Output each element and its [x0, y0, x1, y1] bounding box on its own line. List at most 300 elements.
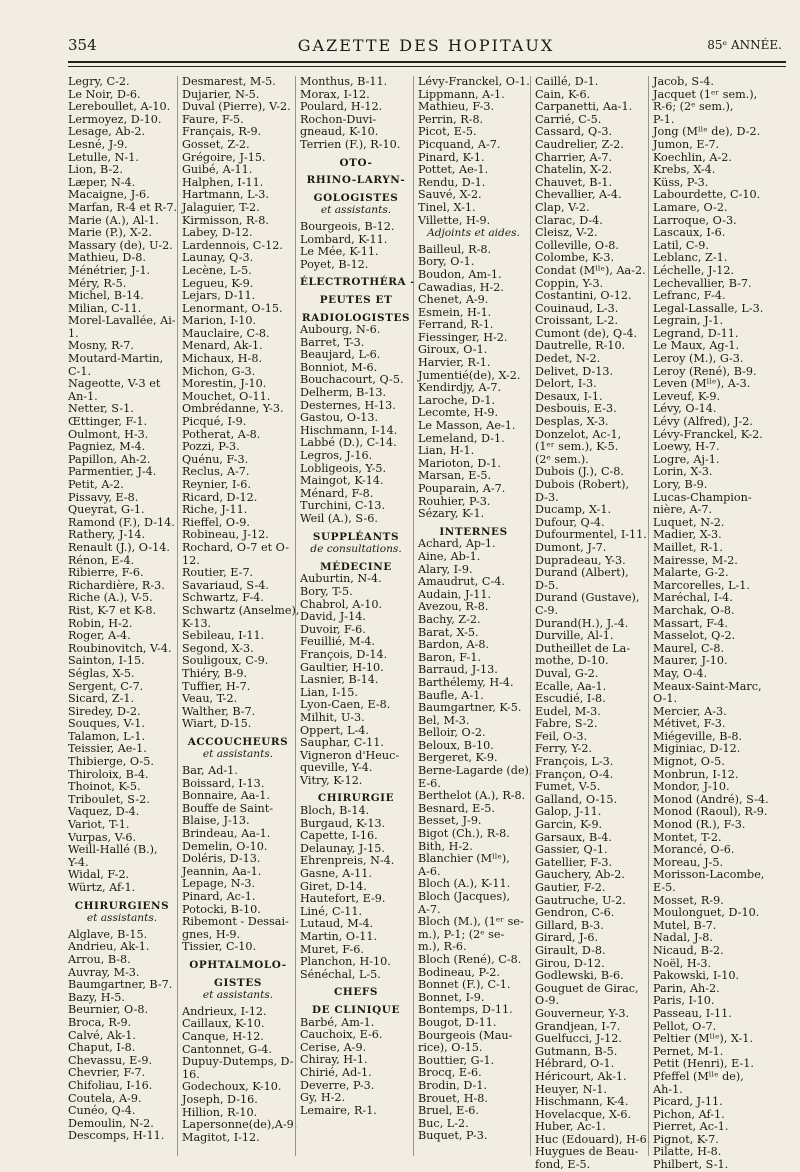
directory-entry: Cerise, A-9.	[300, 1040, 367, 1054]
directory-entry: Barbé, Am-1.	[300, 1015, 375, 1029]
directory-entry: Dupradeau, Y-3.	[535, 553, 626, 567]
directory-entry: Logre, Aj-1.	[653, 452, 720, 466]
directory-entry: Boissard, I-13.	[182, 776, 265, 790]
directory-entry: Vitry, K-12.	[300, 773, 363, 787]
directory-entry: Cassard, Q-3.	[535, 125, 613, 139]
directory-entry: Grandjean, I-7.	[535, 1019, 621, 1033]
section-heading: OPHTALMOLO-	[189, 958, 287, 971]
page-header	[68, 34, 784, 60]
directory-entry: Coutela, A-9.	[68, 1091, 142, 1105]
directory-entry: Chenet, A-9.	[418, 293, 489, 307]
directory-entry: Gassier, Q-1.	[535, 843, 608, 857]
directory-entry: Girou, D-12.	[535, 956, 605, 970]
directory-entry: 1.	[68, 326, 79, 340]
directory-entry: Gouverneur, Y-3.	[535, 1006, 630, 1020]
directory-entry: Cawadias, H-2.	[418, 280, 504, 294]
directory-entry: Sénéchal, L-5.	[300, 967, 381, 981]
directory-entry: Chevallier, A-4.	[535, 188, 622, 202]
directory-entry: May, O-4.	[653, 666, 708, 680]
directory-entry: rice), O-15.	[418, 1041, 483, 1055]
directory-entry: Morel-Lavallée, Ai-	[68, 314, 176, 328]
directory-entry: Sergent, C-7.	[68, 679, 144, 693]
directory-entry: Aine, Ab-1.	[418, 549, 481, 563]
directory-entry: Routier, E-7.	[182, 566, 254, 580]
directory-entry: Massary (de), U-2.	[68, 238, 173, 252]
directory-entry: Bouttier, G-1.	[418, 1053, 495, 1067]
directory-entry: Lenormant, O-15.	[182, 301, 283, 315]
directory-entry: Riche (A.), V-5.	[68, 591, 153, 605]
directory-entry: Clap, V-2.	[535, 200, 590, 214]
directory-entry: Sauvé, X-2.	[418, 188, 482, 202]
directory-entry: Œttinger, F-1.	[68, 415, 148, 429]
directory-entry: C-9.	[535, 603, 559, 617]
directory-entry: Sicard, Z-1.	[68, 692, 135, 706]
directory-entry: Dumont, J-7.	[535, 540, 607, 554]
directory-entry: Bloch (A.), K-11.	[418, 877, 511, 891]
directory-entry: Godlewski, B-6.	[535, 969, 624, 983]
directory-entry: Gasne, A-11.	[300, 867, 372, 881]
directory-entry: François, L-3.	[535, 755, 614, 769]
directory-entry: Bloch, B-14.	[300, 804, 370, 818]
directory-entry: Baufle, A-1.	[418, 688, 484, 702]
directory-entry: Chirié, Ad-1.	[300, 1065, 372, 1079]
directory-entry: Delherm, B-13.	[300, 386, 387, 400]
directory-entry: Oppert, L-4.	[300, 723, 369, 737]
directory-entry: P-1.	[653, 112, 675, 126]
directory-entry: Maurer, J-10.	[653, 654, 728, 668]
directory-entry: m.), R-6.	[418, 940, 467, 954]
section-heading: CHIRURGIE	[317, 792, 395, 805]
directory-entry: Barat, X-5.	[418, 625, 479, 639]
directory-entry: Papillon, Ah-2.	[68, 452, 151, 466]
directory-entry: Barthélemy, H-4.	[418, 675, 514, 689]
directory-entry: Bloch (M.), (1ᵉʳ se-	[418, 915, 524, 929]
directory-entry: R-6; (2ᵉ sem.),	[653, 100, 734, 114]
directory-entry: Mosny, R-7.	[68, 339, 134, 353]
directory-entry: Rouhier, P-3.	[418, 494, 491, 508]
directory-entry: Miginiac, D-12.	[653, 742, 741, 756]
directory-entry: Parmentier, J-4.	[68, 465, 157, 479]
directory-entry: Krebs, X-4.	[653, 163, 716, 177]
directory-entry: Costantini, O-12.	[535, 289, 632, 303]
directory-entry: Ducamp, X-1.	[535, 503, 612, 517]
directory-entry: Desaux, I-1.	[535, 389, 603, 403]
directory-entry: Huber, Ac-1.	[535, 1120, 606, 1134]
year-label: 85ᵉ ANNÉE.	[707, 38, 782, 52]
directory-entry: Belloir, O-2.	[418, 726, 486, 740]
directory-entry: Netter, S-1.	[68, 402, 134, 416]
directory-entry: Durand(H.), J.-4.	[535, 616, 629, 630]
directory-entry: Marfan, R-4 et R-7.	[68, 200, 178, 214]
directory-entry: Ah-1.	[653, 1082, 683, 1096]
directory-entry: Walther, B-7.	[182, 704, 256, 718]
directory-entry: Garcin, K-9.	[535, 818, 603, 832]
directory-entry: Schwartz (Anselme),	[182, 603, 300, 617]
section-heading: RADIOLOGISTES	[301, 311, 411, 324]
directory-entry: Bergeret, K-9.	[418, 751, 498, 765]
directory-entry: Durand (Gustave),	[535, 591, 640, 605]
directory-entry: Widal, F-2.	[68, 868, 130, 882]
directory-entry: Mathieu, D-8.	[68, 251, 146, 265]
directory-entry: Bouffe de Saint-	[182, 801, 274, 815]
directory-entry: David, J-14.	[300, 610, 366, 624]
directory-entry: Lapersonne(de),A-9.	[182, 1118, 298, 1132]
directory-entry: Garsaux, B-4.	[535, 830, 612, 844]
section-heading: CHIRURGIENS	[74, 899, 170, 912]
directory-entry: Delort, I-3.	[535, 377, 597, 391]
directory-entry: Hischmann, K-4.	[535, 1095, 629, 1109]
directory-entry: Weill-Hallé (B.),	[68, 843, 158, 857]
directory-entry: Mairesse, M-2.	[653, 553, 738, 567]
directory-entry: Fiessinger, H-2.	[418, 330, 508, 344]
directory-entry: Le Noir, D-6.	[68, 87, 141, 101]
directory-entry: Lion, B-2.	[68, 163, 123, 177]
directory-entry: Küss, P-3.	[653, 175, 709, 189]
directory-entry: Maréchal, I-4.	[653, 591, 733, 605]
directory-entry: 16.	[182, 1067, 200, 1081]
directory-entry: Auburtin, N-4.	[300, 572, 382, 586]
directory-entry: Monod (André), S-4.	[653, 792, 769, 806]
directory-entry: Monthus, B-11.	[300, 75, 388, 88]
directory-entry: Lian, I-15.	[300, 685, 358, 699]
section-heading: GISTES	[214, 976, 262, 989]
directory-entry: Bazy, H-5.	[68, 990, 125, 1004]
directory-entry: Potherat, A-8.	[182, 427, 261, 441]
directory-entry: Læper, N-4.	[68, 175, 136, 189]
directory-entry: Donzelot, Ac-1,	[535, 427, 622, 441]
directory-entry: Rendu, D-1.	[418, 175, 486, 189]
directory-entry: Veau, T-2.	[182, 692, 238, 706]
directory-entry: Besnard, E-5.	[418, 801, 495, 815]
directory-entry: Le Mée, K-11.	[300, 245, 379, 259]
directory-entry: Bodineau, P-2.	[418, 965, 500, 979]
directory-entry: Dubois (Robert),	[535, 478, 630, 491]
directory-entry: Dufour, Q-4.	[535, 515, 605, 529]
directory-entry: A-6.	[418, 864, 441, 878]
directory-entry: Quénu, F-3.	[182, 452, 249, 466]
section-subheading: de consultations.	[310, 543, 402, 556]
directory-entry: Pellot, O-7.	[653, 1019, 717, 1033]
directory-entry: Petit (Henri), E-1.	[653, 1057, 754, 1071]
directory-entry: Eudel, M-3.	[535, 704, 601, 718]
directory-entry: Bonnet (F.), C-1.	[418, 978, 511, 992]
directory-entry: Bith, H-2.	[418, 839, 473, 853]
directory-entry: Feil, O-3.	[535, 729, 588, 743]
directory-entry: O-1.	[653, 692, 678, 706]
directory-entry: Picquand, A-7.	[418, 137, 501, 151]
directory-entry: Mathieu, F-3.	[418, 100, 495, 114]
directory-entry: Rénon, E-4.	[68, 553, 135, 567]
directory-entry: Reclus, A-7.	[182, 465, 250, 479]
directory-entry: Pignot, K-7.	[653, 1132, 719, 1146]
directory-entry: Queyrat, G-1.	[68, 503, 145, 517]
directory-entry: Talamon, L-1.	[68, 729, 146, 743]
directory-entry: Tuffier, H-7.	[182, 679, 251, 693]
directory-entry: Gautruche, U-2.	[535, 893, 626, 907]
directory-entry: Jacquet (1ᵉʳ sem.),	[653, 87, 758, 101]
directory-entry: Harvier, R-1.	[418, 356, 491, 370]
directory-entry: Blanchier (Mˡˡᵉ),	[418, 852, 510, 866]
directory-entry: Picot, E-5.	[418, 125, 477, 139]
directory-entry: Kendirdjy, A-7.	[418, 381, 502, 395]
directory-entry: Lévy-Franckel, K-2.	[653, 427, 763, 441]
directory-entry: Ramond (F.), D-14.	[68, 515, 175, 529]
directory-entry: François, D-14.	[300, 647, 388, 661]
directory-entry: Le Maux, Ag-1.	[653, 339, 740, 353]
directory-entry: Gendron, C-6.	[535, 906, 615, 920]
directory-entry: Esmein, H-1.	[418, 305, 492, 319]
header-rule-thin	[68, 66, 786, 67]
directory-entry: Bardon, A-8.	[418, 638, 489, 652]
directory-entry: Peltier (Mˡˡᵉ), X-1.	[653, 1032, 753, 1046]
directory-entry: Dujarier, N-5.	[182, 87, 260, 101]
directory-entry: Berthelot (A.), R-8.	[418, 789, 526, 803]
column-3	[295, 75, 416, 1156]
directory-entry: Ehrenpreis, N-4.	[300, 854, 395, 868]
directory-entry: Doléris, D-13.	[182, 852, 261, 866]
directory-entry: Duvoir, F-6.	[300, 622, 366, 636]
directory-entry: Auvray, M-3.	[68, 965, 140, 979]
directory-entry: gneaud, K-10.	[300, 125, 379, 139]
directory-entry: Dedet, N-2.	[535, 352, 601, 366]
directory-entry: Descomps, H-11.	[68, 1129, 165, 1143]
section-heading: GOLOGISTES	[313, 191, 399, 204]
directory-entry: Morancé, O-6.	[653, 843, 735, 857]
directory-entry: A-7.	[418, 902, 441, 916]
directory-entry: Ribemont - Dessai-	[182, 915, 289, 929]
directory-entry: Rathery, J-14.	[68, 528, 146, 542]
directory-entry: Sainton, I-15.	[68, 654, 145, 668]
directory-entry: Carrié, C-5.	[535, 112, 602, 126]
directory-entry: Méry, R-5.	[68, 276, 127, 290]
directory-entry: Lasnier, B-14.	[300, 673, 379, 687]
section-subheading: et assistants.	[320, 204, 392, 217]
directory-entry: Héricourt, Ak-1.	[535, 1069, 627, 1083]
directory-entry: Capette, I-16.	[300, 829, 378, 843]
directory-entry: Picqué, I-9.	[182, 415, 247, 429]
directory-entry: Fabre, S-2.	[535, 717, 598, 731]
directory-entry: Menard, Ak-1.	[182, 339, 263, 353]
directory-entry: Galland, O-15.	[535, 792, 618, 806]
directory-entry: Paris, I-10.	[653, 994, 715, 1008]
directory-entry: Beloux, B-10.	[418, 738, 494, 752]
directory-entry: Lesné, J-9.	[68, 137, 128, 151]
directory-entry: Launay, Q-3.	[182, 251, 254, 265]
directory-entry: Potocki, B-10.	[182, 902, 261, 916]
directory-entry: Lévy (Alfred), J-2.	[653, 415, 753, 429]
directory-entry: Tinel, X-1.	[418, 200, 476, 214]
directory-entry: Calvé, Ak-1.	[68, 1028, 136, 1042]
directory-entry: Y-4.	[68, 855, 89, 869]
section-subheading: Adjoints et aides.	[427, 227, 520, 240]
directory-entry: Cumont (de), Q-4.	[535, 326, 638, 340]
directory-entry: Charrier, A-7.	[535, 150, 613, 164]
directory-entry: Renault (J.), O-14.	[68, 540, 170, 554]
directory-entry: Jeannin, Aa-1.	[182, 864, 262, 878]
directory-entry: Alary, I-9.	[418, 562, 473, 576]
directory-entry: Marion, I-10.	[182, 314, 257, 328]
directory-entry: Lippmann, A-1.	[418, 87, 505, 101]
directory-entry: Carpanetti, Aa-1.	[535, 100, 633, 114]
directory-entry: Caillaux, K-10.	[182, 1017, 265, 1031]
directory-entry: Jong (Mˡˡᵉ de), D-2.	[653, 125, 761, 139]
directory-entry: Amaudrut, C-4.	[418, 575, 505, 589]
directory-entry: Michel, B-14.	[68, 289, 144, 303]
directory-entry: Huc (Edouard), H-6.	[535, 1132, 651, 1146]
page-title: GAZETTE DES HOPITAUX	[297, 36, 555, 55]
directory-entry: Bruel, E-6.	[418, 1104, 479, 1118]
directory-entry: Madier, X-3.	[653, 528, 722, 542]
directory-entry: Bory, O-1.	[418, 255, 475, 269]
directory-entry: Marie (A.), Al-1.	[68, 213, 159, 227]
directory-entry: Mondor, J-10.	[653, 780, 730, 794]
directory-entry: Jacob, S-4.	[653, 75, 714, 88]
directory-entry: Legros, J-16.	[300, 449, 373, 463]
directory-entry: Gastou, O-13.	[300, 411, 379, 425]
column-4	[413, 75, 533, 1156]
directory-entry: Alglave, B-15.	[68, 927, 148, 941]
directory-entry: Monod (R.), F-3.	[653, 818, 746, 832]
directory-entry: Pinard, K-1.	[418, 150, 485, 164]
directory-entry: Labbé (D.), C-14.	[300, 436, 397, 450]
directory-entry: Clarac, D-4.	[535, 213, 603, 227]
directory-entry: Gatellier, F-3.	[535, 855, 613, 869]
directory-entry: Maillet, R-1.	[653, 540, 723, 554]
directory-entry: Hillion, R-10.	[182, 1105, 258, 1119]
directory-entry: Feuillié, M-4.	[300, 635, 375, 649]
directory-entry: Ribierre, F-6.	[68, 566, 144, 580]
directory-entry: Coppin, Y-3.	[535, 276, 604, 290]
directory-entry: Pinard, Ac-1.	[182, 890, 256, 903]
directory-entry: Hovelacque, X-6.	[535, 1107, 632, 1121]
directory-entry: Gillard, B-3.	[535, 918, 604, 932]
directory-entry: Grégoire, J-15.	[182, 150, 266, 164]
directory-entry: Sebileau, I-11.	[182, 629, 265, 643]
directory-entry: Riche, J-11.	[182, 503, 248, 517]
directory-entry: Lemeland, D-1.	[418, 431, 505, 445]
directory-entry: Ombrédanne, Y-3.	[182, 402, 284, 416]
directory-entry: Chatelin, X-2.	[535, 163, 613, 177]
directory-entry: Legal-Lassalle, L-3.	[653, 301, 764, 315]
directory-entry: Savariaud, S-4.	[182, 578, 269, 592]
column-5	[530, 75, 651, 1172]
directory-entry: D-3.	[535, 490, 559, 504]
directory-entry: Chifoliau, I-16.	[68, 1078, 153, 1092]
directory-entry: Lemaire, R-1.	[300, 1103, 377, 1117]
directory-entry: mothe, D-10.	[535, 654, 609, 668]
directory-entry: Villette, H-9.	[418, 213, 491, 227]
directory-entry: Leblanc, Z-1.	[653, 251, 728, 265]
directory-entry: Legrand, D-11.	[653, 326, 739, 340]
section-heading: INTERNES	[439, 525, 508, 538]
directory-entry: Fumet, V-5.	[535, 780, 601, 794]
directory-entry: Huygues de Beau-	[535, 1145, 639, 1159]
directory-entry: Andrieux, I-12.	[182, 1004, 267, 1018]
directory-entry: Delaunay, J-15.	[300, 841, 385, 855]
directory-entry: Passeau, I-11.	[653, 1006, 732, 1020]
directory-entry: Bory, T-5.	[300, 584, 353, 598]
directory-entry: Métivet, F-3.	[653, 717, 726, 731]
directory-entry: Souques, V-1.	[68, 717, 145, 731]
directory-entry: Thiroloix, B-4.	[68, 767, 149, 781]
directory-entry: Delivet, D-13.	[535, 364, 614, 378]
section-heading: MÉDECINE	[320, 560, 392, 573]
directory-entry: Ricard, D-12.	[182, 490, 258, 504]
directory-entry: Leroy (M.), G-3.	[653, 352, 744, 366]
directory-entry: Montet, T-2.	[653, 830, 722, 844]
directory-entry: Colombe, K-3.	[535, 251, 615, 265]
directory-entry: Nadal, J-8.	[653, 931, 713, 945]
directory-entry: Miégeville, B-8.	[653, 729, 743, 743]
directory-entry: Chiray, H-1.	[300, 1053, 368, 1067]
directory-entry: Buquet, P-3.	[418, 1129, 488, 1143]
directory-entry: Brouet, H-8.	[418, 1091, 488, 1105]
directory-entry: Broca, R-9.	[68, 1015, 132, 1029]
directory-entry: Macaigne, J-6.	[68, 188, 150, 202]
directory-entry: Pichon, Af-1.	[653, 1107, 725, 1121]
directory-entry: Monbrun, I-12.	[653, 767, 739, 781]
directory-entry: Parin, Ah-2.	[653, 981, 720, 995]
directory-entry: Robineau, J-12.	[182, 528, 269, 542]
directory-entry: Barraud, J-13.	[418, 663, 498, 677]
directory-entry: Durville, Al-1.	[535, 629, 614, 643]
directory-entry: Chabrol, A-10.	[300, 597, 383, 611]
directory-entry: Faure, F-5.	[182, 112, 244, 126]
section-heading: PEUTES ET	[319, 293, 393, 306]
directory-entry: Pottet, Ae-1.	[418, 163, 489, 177]
directory-entry: Morax, I-12.	[300, 87, 370, 101]
directory-entry: Nicaud, B-2.	[653, 943, 724, 957]
directory-entry: Laroche, D-1.	[418, 393, 496, 407]
directory-entry: Andrieu, Ak-1.	[68, 940, 150, 954]
directory-entry: Bonnaire, Aa-1.	[182, 789, 270, 803]
directory-entry: Chauvet, B-1.	[535, 175, 613, 189]
directory-entry: Schwartz, F-4.	[182, 591, 264, 605]
directory-entry: Rieffel, O-9.	[182, 515, 250, 529]
directory-entry: Nageotte, V-3 et	[68, 377, 161, 391]
directory-entry: Terrien (F.), R-10.	[300, 137, 401, 151]
directory-entry: Ménard, F-8.	[300, 486, 374, 500]
column-6	[648, 75, 769, 1172]
directory-entry: Lian, H-1.	[418, 444, 475, 458]
directory-entry: Joseph, D-16.	[182, 1092, 258, 1106]
section-heading: OTO-	[339, 156, 373, 169]
directory-entry: Mercier, A-3.	[653, 704, 727, 718]
directory-entry: Lermoyez, D-10.	[68, 112, 162, 126]
directory-entry: Mosset, R-9.	[653, 893, 724, 907]
directory-entry: Hartmann, L-3.	[182, 188, 269, 202]
directory-entry: Monod (Raoul), R-9.	[653, 805, 768, 819]
directory-entry: Burgaud, K-13.	[300, 816, 386, 830]
directory-entry: Lombard, K-11.	[300, 232, 388, 246]
directory-entry: Gaultier, H-10.	[300, 660, 384, 674]
directory-entry: Rochard, O-7 et O-	[182, 540, 289, 554]
directory-entry: Bloch (Jacques),	[418, 890, 510, 903]
directory-entry: Planchon, H-10.	[300, 955, 391, 969]
directory-entry: Brocq, E-6.	[418, 1066, 482, 1080]
directory-entry: Desmarest, M-5.	[182, 75, 276, 88]
directory-entry: m.), P-1; (2ᵉ se-	[418, 927, 505, 941]
directory-entry: Muret, F-6.	[300, 942, 364, 956]
directory-entry: Martin, O-11.	[300, 930, 378, 943]
directory-entry: Souligoux, C-9.	[182, 654, 269, 668]
directory-entry: Ferry, Y-2.	[535, 742, 593, 756]
directory-entry: Ferrand, R-1.	[418, 318, 494, 332]
section-heading: ÉLECTROTHÉRA -	[300, 276, 416, 289]
directory-entry: Cleisz, V-2.	[535, 226, 598, 240]
directory-entry: Poulard, H-12.	[300, 100, 383, 114]
directory-entry: Galop, J-11.	[535, 805, 602, 819]
